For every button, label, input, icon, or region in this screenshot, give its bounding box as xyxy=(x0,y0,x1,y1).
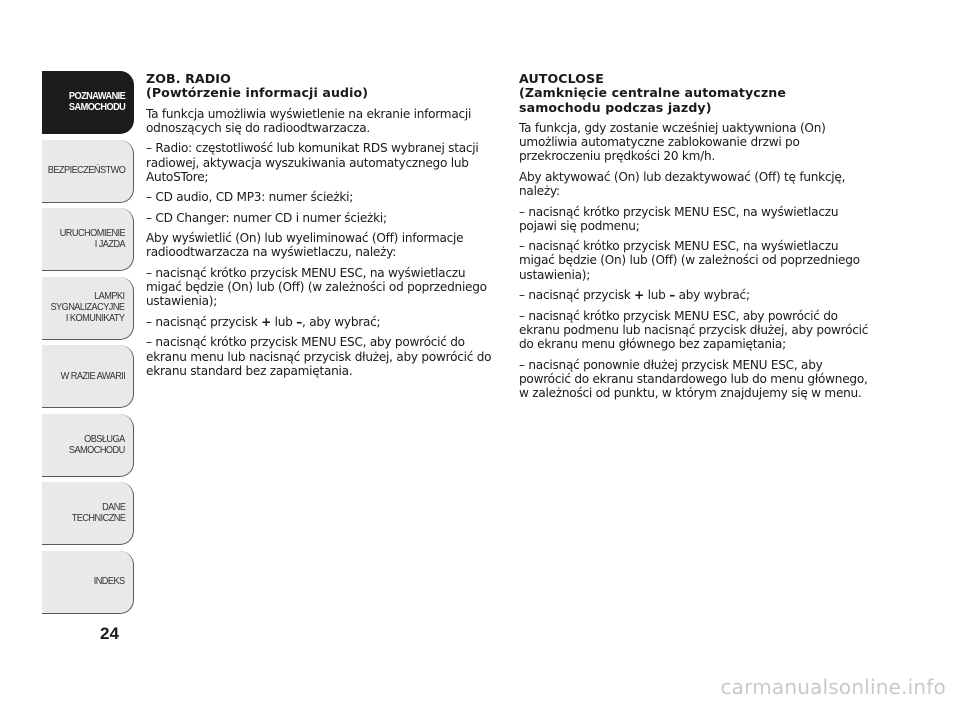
instruction-text: aby wybrać; xyxy=(675,288,750,303)
paragraph: Aby wyświetlić (On) lub wyeliminować (Off) informacje radioodtwarzacza na wyświetlaczu, należy: xyxy=(146,231,464,260)
heading-subtitle: (Powtórzenie informacji audio) xyxy=(146,85,369,101)
plus-symbol: + xyxy=(634,288,645,303)
tab-w-razie-awarii[interactable] xyxy=(42,345,134,408)
watermark: carmanualsonline.info xyxy=(720,675,946,699)
right-column xyxy=(519,72,874,406)
tab-indeks[interactable] xyxy=(42,551,134,614)
section-heading-zob-radio xyxy=(146,72,501,101)
instruction-text: lub xyxy=(644,288,670,303)
paragraph-select-instruction xyxy=(146,315,501,329)
paragraph: – nacisnąć krótko przycisk MENU ESC, na wyświetlaczu migać będzie (On) lub (Off) (w zależności od poprzedniego ustawienia); xyxy=(146,265,487,309)
instruction-text: , aby wybrać; xyxy=(302,314,381,329)
tab-label: BEZPIECZEŃSTWO xyxy=(47,165,125,176)
paragraph: – nacisnąć krótko przycisk MENU ESC, na wyświetlaczu migać będzie (On) lub (Off) (w zależności od poprzedniego ustawienia); xyxy=(519,239,860,282)
heading-subtitle: samochodu podczas jazdy) xyxy=(519,99,712,115)
paragraph: – nacisnąć krótko przycisk MENU ESC, na wyświetlaczu pojawi się podmenu; xyxy=(519,204,839,233)
minus-symbol: – xyxy=(296,314,302,329)
section-sidebar xyxy=(42,71,134,619)
tab-label: URUCHOMIENIE I JAZDA xyxy=(59,228,125,250)
heading-title: ZOB. RADIO xyxy=(146,71,231,86)
minus-symbol: – xyxy=(669,288,675,303)
paragraph: – CD audio, CD MP3: numer ścieżki; xyxy=(146,190,354,205)
paragraph: – Radio: częstotliwość lub komunikat RDS wybranej stacji radiowej, aktywacja wyszukiwania automatycznego lub AutoSTore; xyxy=(146,141,479,184)
plus-symbol: + xyxy=(261,314,272,329)
tab-uruchomienie-i-jazda[interactable] xyxy=(42,208,134,271)
heading-subtitle: (Zamknięcie centralne automatyczne xyxy=(519,85,787,101)
left-column xyxy=(146,72,501,384)
paragraph: – nacisnąć ponownie dłużej przycisk MENU ESC, aby powrócić do ekranu standardowego lub do menu głównego, w zależności od punktu, w którym znajdujemy się w menu. xyxy=(519,357,868,400)
paragraph: – nacisnąć krótko przycisk MENU ESC, aby powrócić do ekranu podmenu lub nacisnąć przycisk dłużej, aby powrócić do ekranu menu głównego bez zapamiętania; xyxy=(519,308,869,352)
paragraph-select-instruction xyxy=(519,288,874,302)
paragraph: Ta funkcja umożliwia wyświetlenie na ekranie informacji odnoszących się do radioodtwarzacza. xyxy=(146,106,472,135)
tab-label: OBSŁUGA SAMOCHODU xyxy=(69,433,125,456)
tab-poznawanie-samochodu[interactable] xyxy=(42,71,134,134)
tab-label: DANE TECHNICZNE xyxy=(71,502,125,524)
tab-obsluga-samochodu[interactable] xyxy=(42,414,134,477)
heading-title: AUTOCLOSE xyxy=(519,71,604,86)
paragraph: Aby aktywować (On) lub dezaktywować (Off) tę funkcję, należy: xyxy=(519,169,846,198)
tab-bezpieczenstwo[interactable] xyxy=(42,140,134,203)
tab-label: LAMPKI SYGNALIZACYJNE I KOMUNIKATY xyxy=(50,291,125,324)
instruction-text: – nacisnąć przycisk xyxy=(519,288,635,303)
paragraph: Ta funkcja, gdy zostanie wcześniej uaktywniona (On) umożliwia automatyczne zablokowanie drzwi po przekroczeniu prędkości 20 km/h. xyxy=(519,120,826,164)
tab-dane-techniczne[interactable] xyxy=(42,482,134,545)
paragraph: – nacisnąć krótko przycisk MENU ESC, aby powrócić do ekranu menu lub nacisnąć przycisk dłużej, aby powrócić do ekranu standard bez zapamiętania. xyxy=(146,335,492,378)
page-number: 24 xyxy=(100,624,119,643)
instruction-text: – nacisnąć przycisk xyxy=(146,314,262,329)
paragraph: – CD Changer: numer CD i numer ścieżki; xyxy=(146,210,387,225)
tab-label: POZNAWANIE SAMOCHODU xyxy=(68,91,125,113)
instruction-text: lub xyxy=(271,314,297,329)
tab-label: W RAZIE AWARII xyxy=(60,370,125,382)
tab-lampki-sygnalizacyjne[interactable] xyxy=(42,277,134,340)
section-heading-autoclose xyxy=(519,72,874,115)
tab-label: INDEKS xyxy=(94,576,125,587)
